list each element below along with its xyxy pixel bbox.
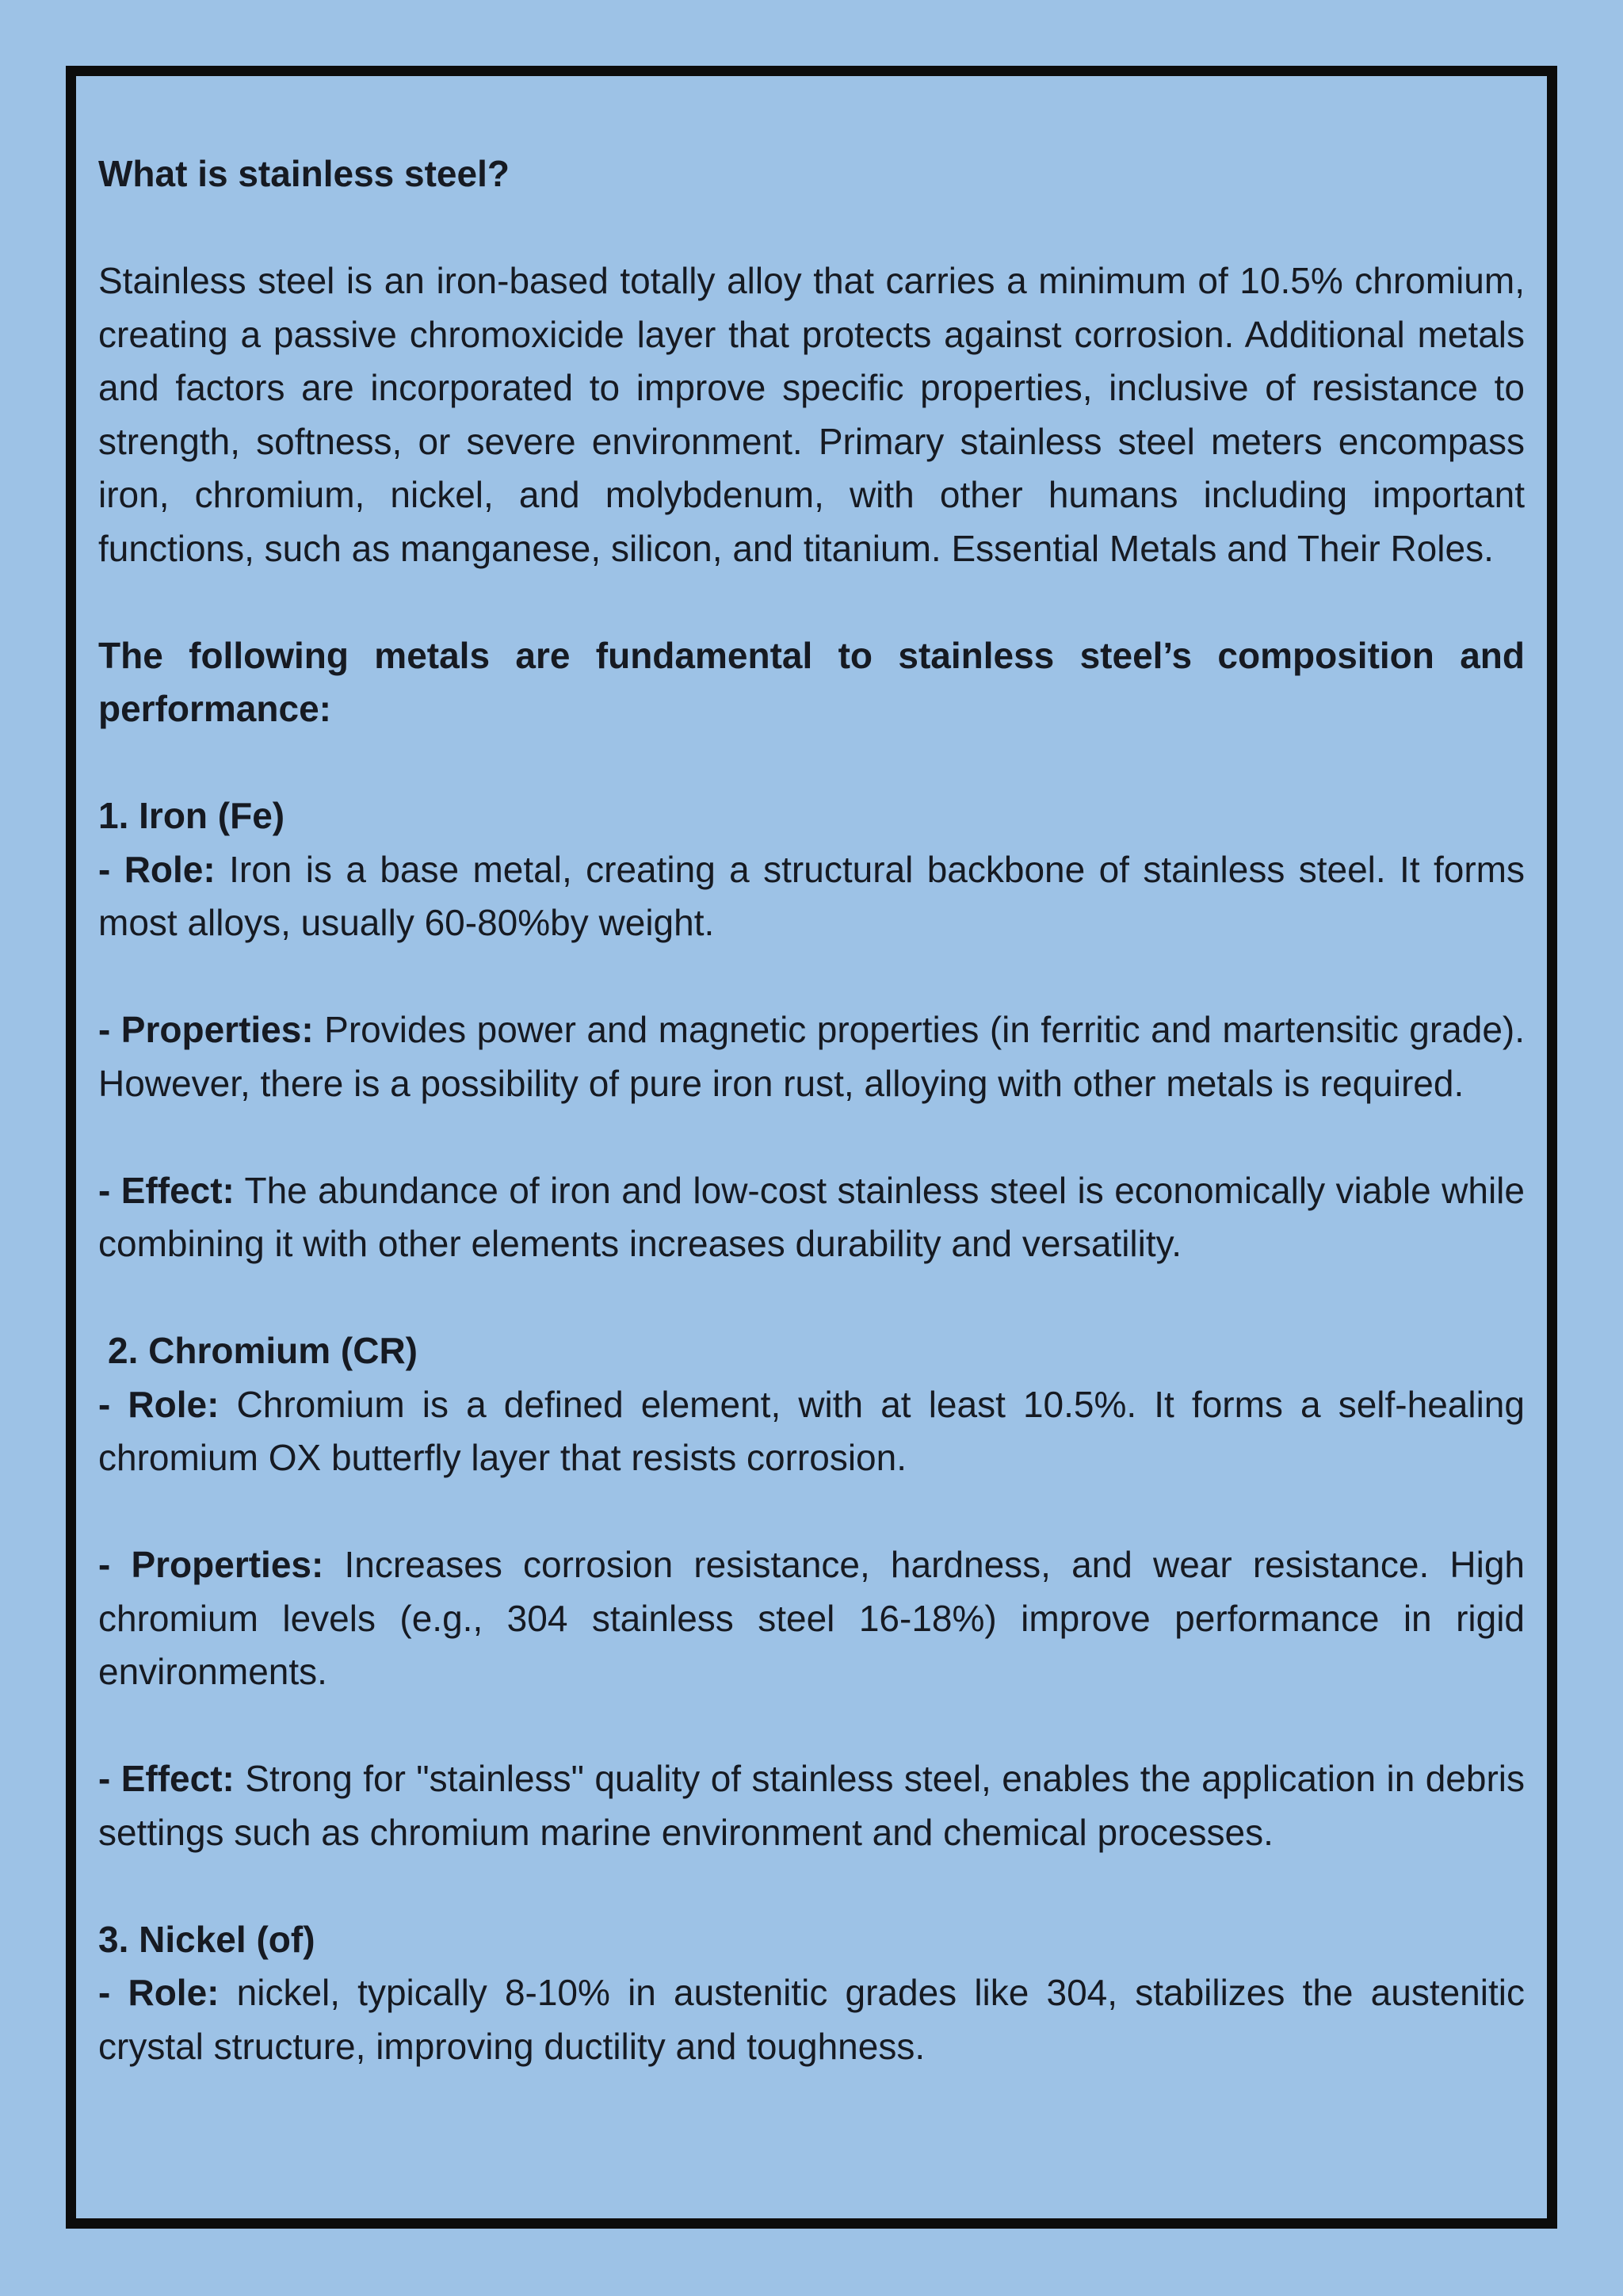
role-label: - Role: (98, 1383, 220, 1425)
page-title: What is stainless steel? (98, 153, 510, 194)
iron-role-paragraph (98, 843, 1525, 950)
section-title-iron: 1. Iron (Fe) (98, 795, 285, 836)
effect-label: - Effect: (98, 1169, 235, 1211)
section-title-nickel: 3. Nickel (of) (98, 1918, 315, 1960)
effect-label: - Effect: (98, 1758, 235, 1799)
nickel-role-text: nickel, typically 8-10% in austenitic grades like 304, stabilizes the austenitic crystal structure, improving ductility and toughness. (98, 1972, 1525, 2067)
iron-effect-paragraph (98, 1164, 1525, 1271)
intro-paragraph: Stainless steel is an iron-based totally alloy that carries a minimum of 10.5% chromium, creating a passive chromoxicide layer that protects against corrosion. Additional metals and factors are incorporated to improve specific properties, inclusive of resistance to strength, softness, or severe environment. Primary stainless steel meters encompass iron, chromium, nickel, and molybdenum, with other humans including important functions, such as manganese, silicon, and titanium. Essential Metals and Their Roles. (98, 260, 1525, 569)
document-body (98, 147, 1525, 2073)
role-label: - Role: (98, 848, 216, 890)
iron-role-text: Iron is a base metal, creating a structural backbone of stainless steel. It forms most alloys, usually 60-80%by weight. (98, 848, 1525, 943)
iron-effect-text: The abundance of iron and low-cost stainless steel is economically viable while combining it with other elements increases durability and versatility. (98, 1169, 1525, 1264)
chromium-role-paragraph (98, 1378, 1525, 1485)
chromium-effect-text: Strong for "stainless" quality of stainless steel, enables the application in debris settings such as chromium marine environment and chemical processes. (98, 1758, 1525, 1853)
chromium-properties-paragraph (98, 1538, 1525, 1699)
properties-label: - Properties: (98, 1009, 314, 1050)
lead-paragraph: The following metals are fundamental to stainless steel’s composition and performance: (98, 634, 1525, 729)
nickel-role-paragraph (98, 1966, 1525, 2073)
role-label: - Role: (98, 1972, 220, 2013)
section-title-chromium: 2. Chromium (CR) (108, 1330, 418, 1371)
iron-properties-paragraph (98, 1003, 1525, 1110)
chromium-effect-paragraph (98, 1752, 1525, 1859)
properties-label: - Properties: (98, 1544, 324, 1585)
iron-properties-text: Provides power and magnetic properties (in ferritic and martensitic grade). However, there is a possibility of pure iron rust, alloying with other metals is required. (98, 1009, 1526, 1104)
chromium-role-text: Chromium is a defined element, with at least 10.5%. It forms a self-healing chromium OX butterfly layer that resists corrosion. (98, 1383, 1525, 1478)
chromium-properties-text: Increases corrosion resistance, hardness, and wear resistance. High chromium levels (e.g., 304 stainless steel 16-18%) improve performance in rigid environments. (98, 1544, 1525, 1692)
